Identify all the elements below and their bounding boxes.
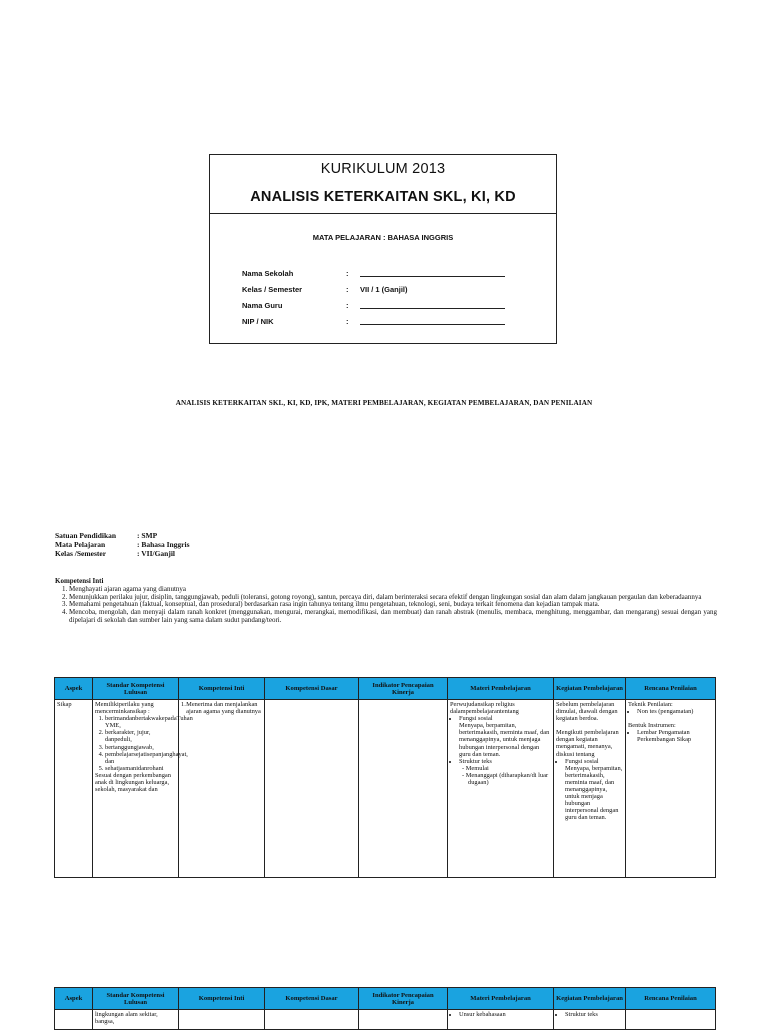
kd-cell — [265, 700, 359, 878]
field-colon: : — [346, 284, 349, 294]
skl-item: 4. pembelajarsejatisepanjanghayat, dan — [105, 751, 176, 765]
materi-list — [450, 1011, 551, 1018]
meta-value: : Bahasa Inggris — [137, 539, 190, 549]
ki-cell — [179, 1010, 265, 1030]
kegiatan-fungsi-label: Fungsi sosial — [565, 757, 599, 765]
column-header: Kegiatan Pembelajaran — [554, 678, 626, 700]
kegiatan-cell — [554, 1010, 626, 1030]
materi-sublist — [459, 765, 551, 786]
class-semester-row — [242, 281, 505, 297]
materi-subitem: - Memulai — [468, 765, 551, 772]
materi-item — [459, 758, 551, 786]
penilaian-bentuk: Bentuk Instrumen: — [628, 722, 676, 730]
kegiatan-fungsi-text: Menyapa, berpamitan, berterimakasih, meminta maaf, dan menanggapinya, untuk menjaga hubungan interpersonal dengan guru dan teman. — [565, 764, 623, 822]
kegiatan-item: • Struktur teks — [565, 1011, 623, 1018]
penilaian-list — [628, 708, 713, 715]
materi-item — [459, 715, 551, 758]
meta-label: Kelas /Semester — [55, 548, 107, 558]
blank-line — [360, 301, 505, 309]
meta-info — [55, 532, 190, 558]
meta-value: : SMP — [137, 531, 158, 540]
meta-label: Satuan Pendidikan — [55, 531, 117, 540]
table-header-row — [55, 988, 716, 1010]
skl-item: 2. berkarakter, jujur, danpeduli, — [105, 729, 176, 743]
document-title: ANALISIS KETERKAITAN SKL, KI, KD, IPK, MATERI PEMBELAJARAN, KEGIATAN PEMBELAJARAN, DAN PENILAIAN — [175, 399, 593, 407]
meta-label: Mata Pelajaran — [55, 539, 106, 549]
column-header: Kompetensi Dasar — [265, 678, 359, 700]
kegiatan-text: Sebelum pembelajaran dimulai, diawali dengan kegiatan berdoa. — [556, 701, 618, 723]
kegiatan-list — [556, 758, 623, 822]
kegiatan-text: Mengikuti pembelajaran dengan kegiatan mengamati, menanya, diskusi tentang — [556, 729, 619, 758]
skl-list — [95, 715, 193, 772]
skl-outro: Sesuai dengan perkembangan anak di lingkungan keluarga, sekolah, masyarakat dan — [95, 771, 171, 794]
column-header: Aspek — [55, 678, 93, 700]
materi-struktur-label: Struktur teks — [459, 757, 492, 765]
ki-list — [55, 586, 717, 625]
kd-cell — [265, 1010, 359, 1030]
kegiatan-item — [565, 758, 623, 822]
column-header: Standar Kompetensi Lulusan — [93, 988, 179, 1010]
field-colon: : — [346, 316, 349, 326]
blank-line — [360, 269, 505, 277]
skl-item: 1. berimandanbertakwakepadaTuhan YME, — [105, 715, 176, 729]
indicator-cell — [359, 700, 448, 878]
core-competencies — [55, 578, 717, 625]
cover-box — [209, 154, 557, 344]
field-value: VII / 1 (Ganjil) — [360, 284, 408, 294]
materi-item: • Unsur kebahasaan — [459, 1011, 551, 1018]
meta-value: : VII/Ganjil — [137, 548, 175, 558]
skl-intro: Memilikiperilaku yang mencerminkansikap : — [95, 701, 154, 716]
column-header: Kegiatan Pembelajaran — [554, 988, 626, 1010]
skl-item: 3. bertanggungjawab, — [105, 744, 176, 751]
teacher-name-row — [242, 297, 505, 313]
analysis-title: ANALISIS KETERKAITAN SKL, KI, KD — [250, 189, 516, 205]
ki-item: 3. Memahami pengetahuan (faktual, konseptual, dan prosedural) berdasarkan rasa ingin tahunya tentang ilmu pengetahuan, teknologi, seni, budaya terkait fenomena dan kejadian tampak mata. — [69, 601, 717, 609]
materi-fungsi-label: Fungsi sosial — [459, 715, 493, 723]
column-header: Materi Pembelajaran — [448, 678, 554, 700]
column-header: Kompetensi Inti — [179, 988, 265, 1010]
table-row — [55, 700, 716, 878]
field-label: Nama Guru — [242, 300, 283, 310]
penilaian-item: • Lembar Pengamatan Perkembangan Sikap — [637, 729, 713, 743]
materi-cell — [448, 700, 554, 878]
field-label: Kelas / Semester — [242, 284, 303, 294]
ki-number: 1. — [181, 701, 186, 708]
table-row — [55, 1010, 716, 1030]
curriculum-title: KURIKULUM 2013 — [320, 161, 446, 177]
column-header: Aspek — [55, 988, 93, 1010]
aspect-cell: Sikap — [55, 700, 93, 878]
ki-item: 4. Mencoba, mengolah, dan menyaji dalam ranah konkret (menggunakan, mengurai, merangkai, memodifikasi, dan membuat) dan ranah abstrak (menulis, membaca, menghitung, menggambar, dan mengarang) sesuai dengan yang dipelajari di sekolah dan sumber lain yang sama dalam sudut pandang/teori. — [69, 609, 717, 625]
materi-intro: Perwujudansikap religius dalampembelajarantentang — [450, 701, 519, 716]
cover-header — [210, 155, 556, 214]
column-header: Indikator Pencapaian Kinerja — [359, 988, 448, 1010]
skl-cell: lingkungan alam sekitar, bangsa, — [93, 1010, 179, 1030]
blank-line — [360, 317, 505, 325]
kegiatan-cell — [554, 700, 626, 878]
materi-subitem: - Menanggapi (diharapkan/di luar dugaan) — [468, 772, 551, 786]
analysis-table — [54, 677, 716, 878]
field-colon: : — [346, 300, 349, 310]
table-header-row — [55, 678, 716, 700]
column-header: Kompetensi Inti — [179, 678, 265, 700]
column-header: Materi Pembelajaran — [448, 988, 554, 1010]
ki-text: Menerima dan menjalankan ajaran agama yang dianutnya — [186, 701, 261, 716]
meta-row — [55, 550, 190, 559]
ki-item: 1. Menghayati ajaran agama yang dianutnya — [69, 586, 717, 594]
skl-cell — [93, 700, 193, 878]
penilaian-cell — [626, 700, 716, 878]
subject-line: MATA PELAJARAN : BAHASA INGGRIS — [312, 233, 454, 242]
ki-heading: Kompetensi Inti — [55, 577, 104, 585]
nip-row — [242, 313, 505, 329]
penilaian-list — [628, 729, 713, 743]
penilaian-item: • Non tes (pengamatan) — [637, 708, 713, 715]
kegiatan-list — [556, 1011, 623, 1018]
column-header: Standar Kompetensi Lulusan — [93, 678, 179, 700]
materi-list — [450, 715, 551, 786]
column-header: Kompetensi Dasar — [265, 988, 359, 1010]
ki-cell — [179, 700, 265, 878]
field-label: NIP / NIK — [242, 316, 274, 326]
ki-item: 2. Menunjukkan perilaku jujur, disiplin, tanggungjawab, peduli (toleransi, gotong royong), santun, percaya diri, dalam berinteraksi secara efektif dengan lingkungan sosial dan alam dalam jangkauan pergaulan dan keberadaannya — [69, 594, 717, 602]
aspect-cell — [55, 1010, 93, 1030]
field-colon: : — [346, 268, 349, 278]
materi-cell — [448, 1010, 554, 1030]
column-header: Rencana Penilaian — [626, 988, 716, 1010]
indicator-cell — [359, 1010, 448, 1030]
penilaian-teknik: Teknik Penilaian: — [628, 701, 673, 708]
column-header: Indikator Pencapaian Kinerja — [359, 678, 448, 700]
identity-fields — [242, 265, 505, 329]
materi-fungsi-text: Menyapa, berpamitan, berterimakasih, meminta maaf, dan menanggapinya, untuk menjaga hubungan interpersonal dengan guru dan teman. — [459, 722, 550, 758]
penilaian-cell — [626, 1010, 716, 1030]
school-name-row — [242, 265, 505, 281]
skl-item: 5. sehatjasmanidanrohani — [105, 765, 176, 772]
field-label: Nama Sekolah — [242, 268, 294, 278]
column-header: Rencana Penilaian — [626, 678, 716, 700]
